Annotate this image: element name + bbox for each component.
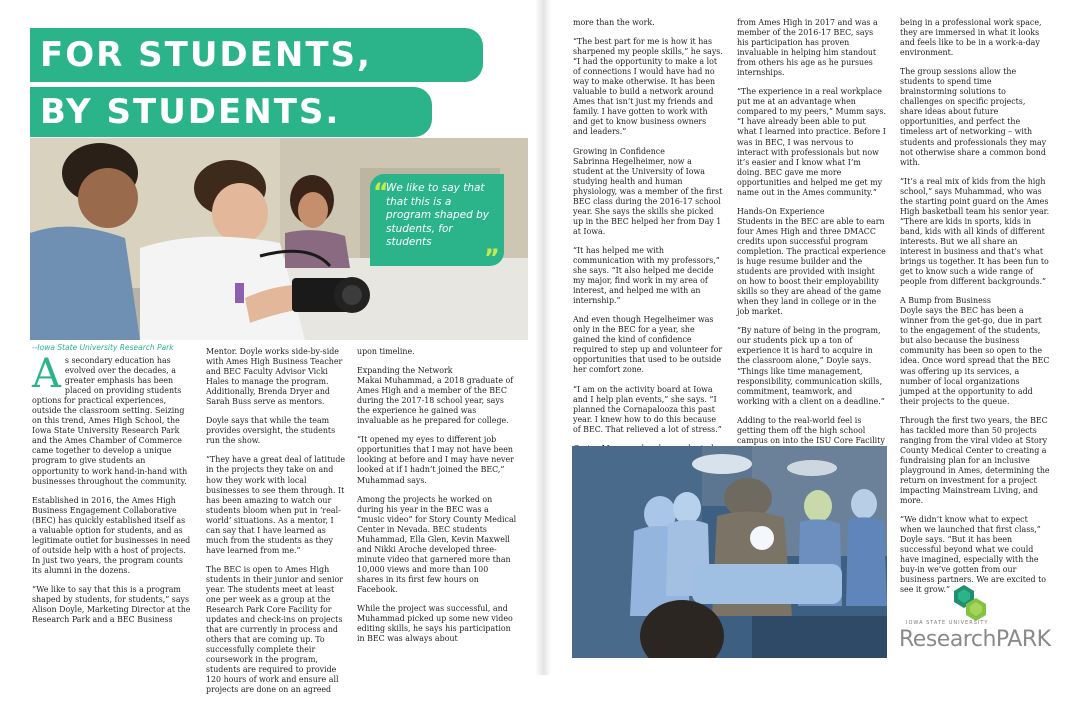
paragraph: “They have a great deal of latitude in the projects they take on and how they work with local businesses to see them through. It has been amazing to watch our students bloom when put in ‘real-world’ situations. As a mentor, I can say that I have learned as much from the students as they have learned from me.” — [206, 455, 346, 555]
logo-subtitle: IOWA STATE UNIVERSITY — [906, 620, 989, 626]
paragraph: “By nature of being in the program, our students pick up a ton of experience it is hard to acquire in the classroom alone,” Doyle says. “Things like time management, responsibility, communication skills, commitment, teamwork, and working with a client on a deadline.” — [737, 326, 885, 406]
paragraph: Established in 2016, the Ames High Business Engagement Collaborative (BEC) has quickly established itself as a valuable option for students, and as legitimate outlet for businesses in need of outside help with a host of projects. In just two years, the program counts its alumni in the dozens. — [32, 495, 191, 575]
paragraph: “The experience in a real workplace put me at an advantage when compared to my peers,” Mumm says. “I have already been able to put what I learned into practice. Before I was in BEC, I was nervous to interact with professionals but now it’s easier and I know what I’m doing. BEC gave me more opportunities and helped me get my name out in the Ames community.” — [737, 87, 886, 197]
paragraph: The group sessions allow the students to spend time brainstorming solutions to challenges on specific projects, share ideas about future opportunities, and perfect the timeless art of networking – with students and professionals they may not otherwise share a common bond with. — [900, 67, 1047, 167]
section-heading: A Bump from Business — [900, 296, 991, 306]
page-gutter — [535, 0, 551, 675]
paragraph: Among the projects he worked on during his year in the BEC was a “music video” for Story County Medical Center in Nevada. BEC students Muhammad, Ella Glen, Kevin Maxwell and Nikki Aroche developed three-minute video that garnered more than 10,000 views and more than 100 shares in its first few hours on Facebook. — [357, 494, 517, 594]
pull-quote-text: We like to say that that this is a program shaped by students, for students — [386, 182, 489, 248]
paragraph: “The best part for me is how it has sharpened my people skills,” he says. “I had the opportunity to make a lot of connections I would have had no way to make otherwise. It has been valuable to build a network around Ames that isn’t just my friends and family. I have gotten to work with and get to know business owners and leaders.” — [573, 37, 723, 137]
paragraph: “It opened my eyes to different job opportunities that I may not have been looking at before and I may have never looked at if I hadn’t joined the BEC,” Muhammad says. — [357, 435, 514, 485]
paragraph-text: s secondary education has evolved over the decades, a greater emphasis has been placed on providing students options for practical experiences, outside the classroom setting. Seizing on this trend, Ames High School, the Iowa State University Research Park and the Ames Chamber of Commerce came together to develop a unique program to give students an opportunity to work hand-in-hand with businesses throughout the community. — [32, 356, 188, 486]
section-heading: Growing in Confidence — [573, 146, 665, 156]
paragraph: “It’s a real mix of kids from the high school,” says Muhammad, who was the starting point guard on the Ames High basketball team his senior year. “There are kids in sports, kids in band, kids with all kinds of different interests. But we all share an interest in business and that’s what brings us together. It has been fun to get to know such a wide range of people from different backgrounds.” — [900, 176, 1050, 287]
paragraph: “We like to say that this is a program shaped by students, for students,” says Alison Doyle, Marketing Director at the Research Park and a BEC Business — [32, 584, 191, 625]
paragraph: Sabrinna Hegelheimer, now a student at the University of Iowa studying health and human physiology, was a member of the first BEC class during the 2016-17 school year. She says the skills she picked up in the BEC helped her from Day 1 at Iowa. — [573, 156, 723, 236]
paragraph: Through the first two years, the BEC has tackled more than 50 projects ranging from the viral video at Story County Medical Center to creating a fundraising plan for an inclusive playground in Ames, determining the return on investment for a project impacting Mainstream Living, and more. — [900, 415, 1050, 506]
quote-open-mark: “ — [373, 178, 389, 206]
section-heading: Expanding the Network — [357, 366, 453, 376]
paragraph: Adding to the real-world feel is getting them off the high school campus on into the ISU Core Facility — [737, 415, 885, 445]
article-column-2 — [206, 347, 348, 705]
article-column-1 — [32, 351, 192, 634]
paragraph: upon timeline. — [357, 347, 415, 356]
paragraph: Doyle says the BEC has been a winner from the get-go, due in part to the engagement of the students, but also because the business community has been so open to the idea. Once word spread that the BEC was offering up its services, a number of local organizations jumped at the opportunity to add their projects to the queue. — [900, 306, 1050, 406]
research-park-mark-icon — [950, 583, 990, 623]
paragraph: The BEC is open to Ames High students in their junior and senior year. The students meet at least one per week as a group at the Research Park Core Facility for updates and check-ins on projects that are currently in process and others that are coming up. To successfully complete their coursework in the program, students are required to provide 120 hours of work and ensure all projects are done on an agreed — [206, 564, 344, 695]
paragraph: And even though Hegelheimer was only in the BEC for a year, she gained the kind of confidence required to step up and volunteer for opportunities that used to be outside her comfort zone. — [573, 315, 723, 375]
section-heading: Hands-On Experience — [737, 206, 825, 216]
quote-close-mark: ” — [484, 244, 500, 272]
headline-line-2: BY STUDENTS. — [30, 87, 432, 137]
photo-credit: --Iowa State University Research Park — [32, 343, 174, 352]
paragraph: more than the work. — [573, 18, 655, 27]
paragraph — [32, 351, 192, 487]
paragraph: Makai Muhammad, a 2018 graduate of Ames High and a member of the BEC during the 2017-18 school year, says the experience he gained was invaluable as he prepared for college. — [357, 376, 514, 426]
drop-cap: A — [32, 351, 61, 397]
paragraph: Doyle says that while the team provides oversight, the students run the show. — [206, 416, 336, 446]
paragraph: “It has helped me with communication with my professors,” she says. “It also helped me decide my major, find work in my area of interest, and helped me with an internship.” — [573, 245, 720, 306]
headline-line-1: FOR STUDENTS, — [30, 28, 483, 82]
paragraph: from Ames High in 2017 and was a member of the 2016-17 BEC, says his participation has proven invaluable in helping him standout from others his age as he pursues internships. — [737, 18, 878, 78]
logo-wordmark: ResearchPARK — [899, 627, 1051, 652]
paragraph: Mentor. Doyle works side-by-side with Ames High Business Teacher and BEC Faculty Advisor Vicki Hales to manage the program. Additionally, Brenda Dryer and Sarah Buss serve as mentors. — [206, 347, 343, 407]
article-column-4 — [573, 18, 723, 463]
article-column-3 — [357, 347, 517, 653]
paragraph: being in a professional work space, they are immersed in what it looks and feels like to be in a work-a-day environment. — [900, 18, 1042, 58]
paragraph: While the project was successful, and Muhammad picked up some new video editing skills, he says his participation in BEC was always about — [357, 604, 513, 644]
paragraph: “We didn’t know what to expect when we launched that first class,” Doyle says. “But it has been successful beyond what we could have imagined, especially with the buy-in we’ve gotten from our business partners. We are excited to see it grow.” — [900, 515, 1047, 595]
article-column-5 — [737, 18, 887, 465]
paragraph: “I am on the activity board at Iowa and I help plan events,” she says. “I planned the Cornapalooza this past year. I knew how to do this because of BEC. That relieved a lot of stress.” — [573, 384, 722, 434]
paragraph: Students in the BEC are able to earn four Ames High and three DMACC credits upon successful program completion. The practical experience is huge resume builder and the students are provided with insight on how to boost their employability skills so they are ahead of the game when they land in college or in the job market. — [737, 216, 886, 317]
operating-room-photo — [572, 446, 887, 658]
research-park-logo — [898, 583, 1051, 653]
article-column-6 — [900, 18, 1050, 604]
